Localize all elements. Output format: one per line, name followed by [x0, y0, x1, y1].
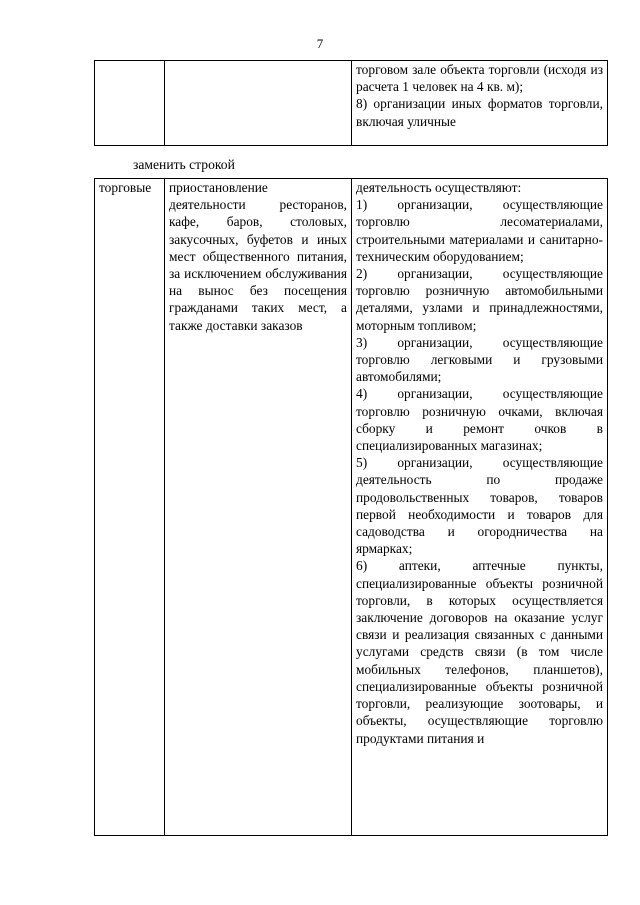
- replacement-caption: заменить строкой: [133, 157, 235, 172]
- list-item: 6) аптеки, аптечные пункты, специализированные объекты розничной торговли, в которых осуществляется заключение договоров на оказание услуг связи и реализация связанных с данными услугами средств связи (в том числе мобильных телефонов, планшетов), специализированные объекты розничной торговли, реализующие зоотовары, и объекты, осуществляющие торговлю продуктами питания и: [356, 558, 603, 746]
- list-item: 3) организации, осуществляющие торговлю легковыми и грузовыми автомобилями;: [356, 334, 603, 385]
- list-item: 4) организации, осуществляющие торговлю розничную очками, включая сборку и ремонт очков в специализированных магазинах;: [356, 386, 603, 454]
- table-cell-empty: [95, 61, 165, 146]
- table-row: [95, 61, 608, 146]
- table-cell-list: [352, 61, 608, 146]
- list-item: 2) организации, осуществляющие торговлю розничную автомобильными деталями, узлами и принадлежностями, моторным топливом;: [356, 266, 603, 333]
- table-cell-category: торговые: [95, 179, 165, 836]
- page-number: 7: [316, 36, 324, 51]
- table-cell-restriction: приостановление деятельности ресторанов, кафе, баров, столовых, закусочных, буфетов и иных мест общественного питания, за исключением обслуживания на вынос без посещения гражданами таких мест, а также доставки заказов: [165, 179, 352, 836]
- list-item: торговом зале объекта торговли (исходя из расчета 1 человек на 4 кв. м);: [356, 62, 603, 95]
- list-item: 8) организации иных форматов торговли, включая уличные: [356, 96, 603, 129]
- table-cell-empty: [165, 61, 352, 146]
- list-item: 1) организации, осуществляющие торговлю лесоматериалами, строительными материалами и санитарно-техническим оборудованием;: [356, 197, 603, 264]
- table-cell-list: [352, 179, 608, 836]
- continuation-table: [94, 60, 608, 146]
- table-row: [95, 179, 608, 836]
- list-item: деятельность осуществляют:: [356, 180, 522, 195]
- replacement-table: [94, 178, 608, 836]
- list-item: 5) организации, осуществляющие деятельность по продаже продовольственных товаров, товаров первой необходимости и товаров для садоводства и огородничества на ярмарках;: [356, 455, 603, 557]
